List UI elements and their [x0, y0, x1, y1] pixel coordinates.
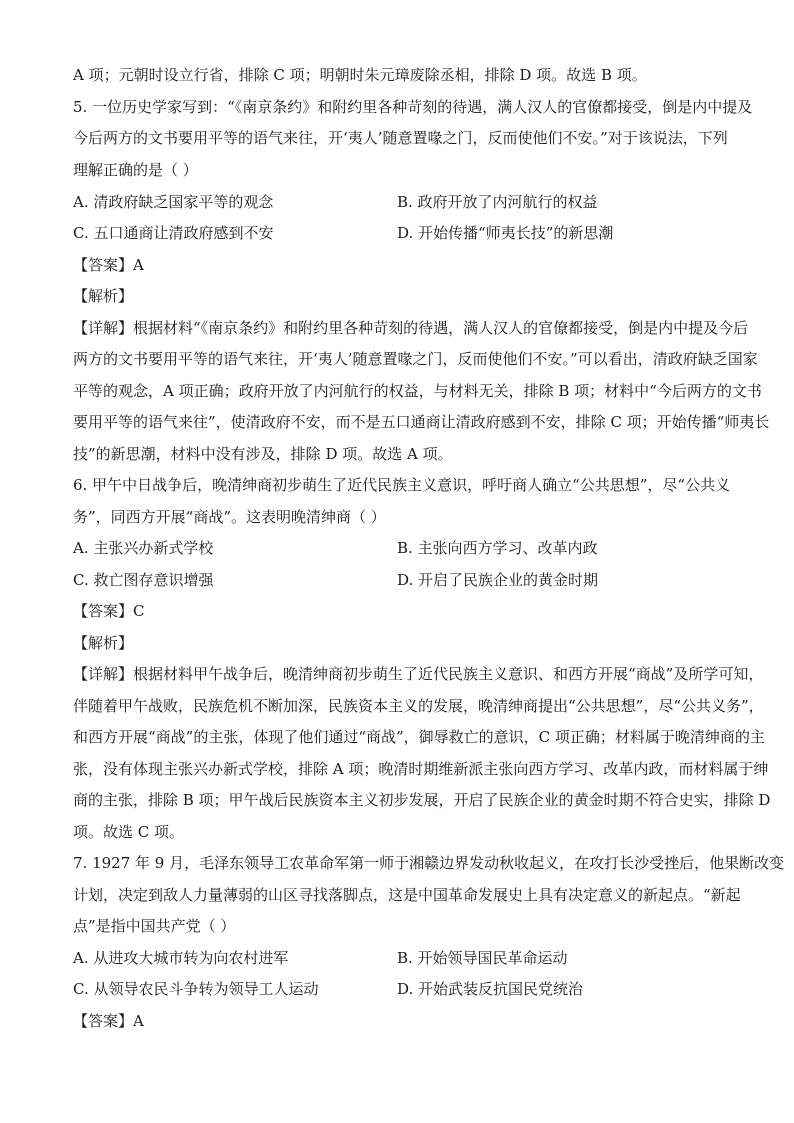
question-5-stem: 今后两方的文书要用平等的语气来往，开‘夷人’随意置喙之门，反而使他们不安。”对于该说法，下列: [73, 129, 728, 147]
question-7-stem: 计划，决定到敌人力量薄弱的山区寻找落脚点，这是中国革命发展史上具有决定意义的新起点。“新起: [73, 886, 741, 904]
explanation-line: 【详解】根据材料“《南京条约》和附约里各种苛刻的待遇，满人汉人的官僚都接受，倒是内中提及今后: [73, 319, 749, 337]
question-7-stem: 7. 1927 年 9 月，毛泽东领导工农革命军第一师于湘赣边界发动秋收起义，在攻打长沙受挫后，他果断改变: [73, 854, 785, 872]
text-line: A 项；元朝时设立行省，排除 C 项；明朝时朱元璋废除丞相，排除 D 项。故选 B 项。: [73, 66, 647, 84]
question-6-option-b: B. 主张向西方学习、改革内政: [397, 539, 598, 557]
question-5-option-d: D. 开始传播“师夷长技”的新思潮: [397, 224, 614, 242]
question-5-stem: 5. 一位历史学家写到：“《南京条约》和附约里各种苛刻的待遇，满人汉人的官僚都接受，倒是内中提及: [73, 98, 753, 116]
answer-label: 【答案】A: [73, 256, 144, 274]
question-7-stem: 点”是指中国共产党（ ）: [73, 917, 236, 935]
question-5-option-b: B. 政府开放了内河航行的权益: [397, 193, 598, 211]
question-5-option-a: A. 清政府缺乏国家平等的观念: [73, 193, 274, 211]
question-7-option-d: D. 开始武装反抗国民党统治: [397, 980, 584, 998]
explanation-line: 项。故选 C 项。: [73, 823, 185, 841]
question-6-option-d: D. 开启了民族企业的黄金时期: [397, 571, 599, 589]
explanation-line: 要用平等的语气来往”，使清政府不安，而不是五口通商让清政府感到不安，排除 C 项；开始传播“师夷长: [73, 413, 770, 431]
question-6-stem: 务”，同西方开展“商战”。这表明晚清绅商（ ）: [73, 508, 386, 526]
explanation-line: 平等的观念，A 项正确；政府开放了内河航行的权益，与材料无关，排除 B 项；材料中“今后两方的文书: [73, 382, 762, 400]
explanation-line: 张，没有体现主张兴办新式学校，排除 A 项；晚清时期维新派主张向西方学习、改革内政，而材料属于绅: [73, 760, 769, 778]
explanation-line: 两方的文书要用平等的语气来往，开‘夷人’随意置喙之门，反而使他们不安。”可以看出，清政府缺乏国家: [73, 350, 758, 368]
question-6-option-c: C. 救亡图存意识增强: [73, 571, 214, 589]
question-7-option-b: B. 开始领导国民革命运动: [397, 949, 568, 967]
question-5-stem: 理解正确的是（ ）: [73, 161, 198, 179]
question-7-option-a: A. 从进攻大城市转为向农村进军: [73, 949, 289, 967]
answer-label: 【答案】A: [73, 1012, 144, 1030]
question-5-option-c: C. 五口通商让清政府感到不安: [73, 224, 274, 242]
analysis-label: 【解析】: [73, 287, 134, 305]
explanation-line: 伴随着甲午战败，民族危机不断加深，民族资本主义的发展，晚清绅商提出“公共思想”，尽“公共义务”，: [73, 697, 764, 715]
explanation-line: 技”的新思潮，材料中没有涉及，排除 D 项。故选 A 项。: [73, 445, 453, 463]
question-7-option-c: C. 从领导农民斗争转为领导工人运动: [73, 980, 319, 998]
analysis-label: 【解析】: [73, 634, 134, 652]
question-6-option-a: A. 主张兴办新式学校: [73, 539, 214, 557]
answer-label: 【答案】C: [73, 602, 145, 620]
explanation-line: 商的主张，排除 B 项；甲午战后民族资本主义初步发展，开启了民族企业的黄金时期不符合史实，排除 D: [73, 791, 771, 809]
explanation-line: 和西方开展“商战”的主张，体现了他们通过“商战”，御辱救亡的意识，C 项正确；材料属于晚清绅商的主: [73, 728, 765, 746]
question-6-stem: 6. 甲午中日战争后，晚清绅商初步萌生了近代民族主义意识，呼吁商人确立“公共思想”，尽“公共义: [73, 476, 731, 494]
explanation-line: 【详解】根据材料甲午战争后，晚清绅商初步萌生了近代民族主义意识、和西方开展“商战”及所学可知，: [73, 665, 764, 683]
